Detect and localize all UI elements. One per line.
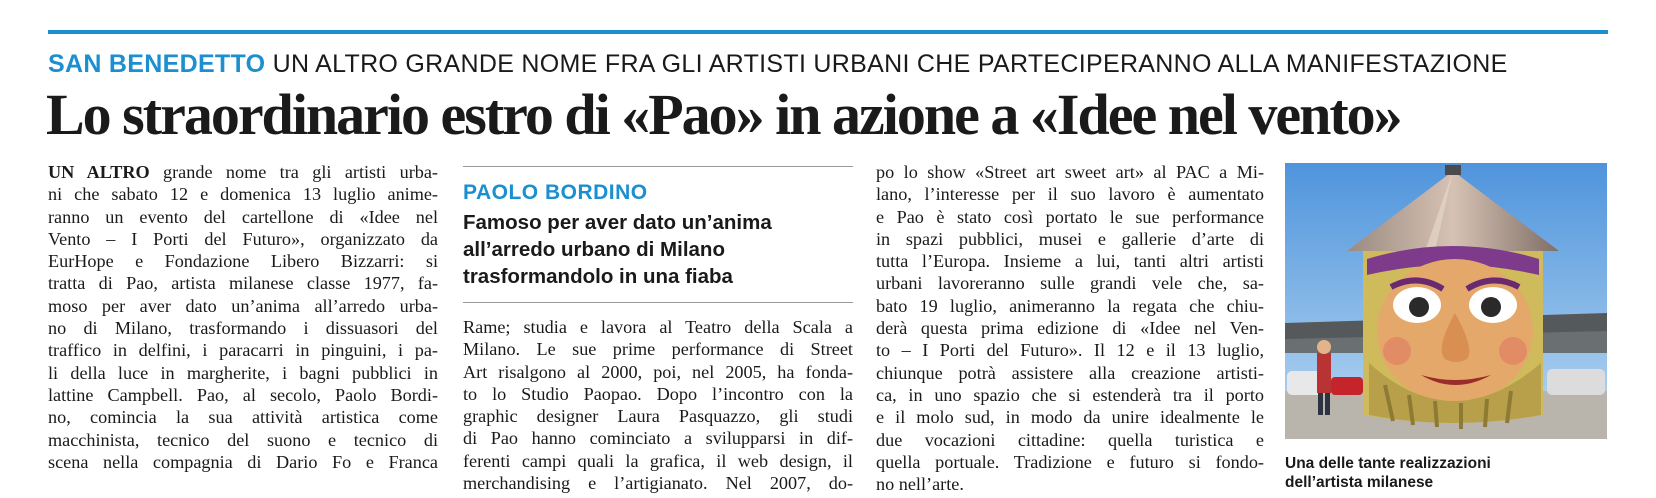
article-line: scena nella compagnia di Dario Fo e Franca [48, 451, 438, 472]
article-line: no di Milano, trasformando i dissuasori del [48, 318, 438, 339]
article-line: graphic designer Laura Pasquazzo, gli studi [463, 406, 853, 427]
article-line: tratta di Pao, artista milanese classe 1977, fa- [48, 273, 438, 294]
kicker [48, 50, 1508, 78]
article-line: ferenti campi quali la grafica, il web design, il [463, 450, 853, 471]
article-line: quella portuale. Tradizione e futuro si fondo- [876, 451, 1264, 472]
article-line: Art risalgono al 2000, poi, nel 2005, ha fonda- [463, 361, 853, 382]
article-line: traffico in delfini, i paracarri in pinguini, i pa- [48, 340, 438, 361]
article-line: no nell’arte. [876, 474, 964, 495]
caption-line: dell’artista milanese [1285, 474, 1434, 491]
sidebar-box [463, 166, 853, 303]
article-line-text: grande nome tra gli artisti urba- [149, 162, 438, 182]
article-line: ni che sabato 12 e domenica 13 luglio anime- [48, 184, 438, 205]
article-line: po lo show «Street art sweet art» al PAC a Mi- [876, 162, 1264, 182]
article-line: Rame; studia e lavora al Teatro della Scala a [463, 317, 853, 337]
article-column-2 [463, 316, 853, 494]
article-line: to – I Porti del Futuro». Il 12 e il 13 luglio, [876, 340, 1264, 361]
article-line: macchinista, tecnico del suono e tecnico di [48, 429, 438, 450]
subhead-line: all’arredo urbano di Milano [463, 238, 725, 261]
headline: Lo straordinario estro di «Pao» in azione a «Idee nel vento» [46, 82, 1401, 147]
sidebar-bottom-rule [463, 302, 853, 303]
article-line: chiunque potrà assistere alla creazione artisti- [876, 362, 1264, 383]
article-line: EurHope e Fondazione Libero Bizzarri: si [48, 251, 438, 272]
kicker-text: UN ALTRO GRANDE NOME FRA GLI ARTISTI URBANI CHE PARTECIPERANNO ALLA MANIFESTAZIONE [272, 50, 1508, 78]
article-line: in spazi pubblici, musei e gallerie d’arte di [876, 228, 1264, 249]
painted-silo-illustration [1285, 163, 1607, 439]
article-line: e Pao è stato così portato le sue performance [876, 206, 1264, 227]
article-line [48, 161, 438, 183]
article-line: urbani lavoreranno sulle grandi vele che, sa- [876, 273, 1264, 294]
caption-line: Una delle tante realizzazioni [1285, 455, 1491, 472]
subhead [463, 209, 853, 290]
article-line: e il molo sud, in modo da unire idealmente le [876, 407, 1264, 428]
article-line: lano, l’interesse per il suo lavoro è aumentato [876, 184, 1264, 205]
article-line: ranno un evento del cartellone di «Idee nel [48, 206, 438, 227]
sidebar-top-rule [463, 166, 853, 167]
article-line: lattine Campbell. Pao, al secolo, Paolo Bordi- [48, 384, 438, 405]
subhead-line: Famoso per aver dato un’anima [463, 211, 772, 234]
article-line: no, comincia la sua attività artistica come [48, 407, 438, 428]
article-line: Vento – I Porti del Futuro», organizzato da [48, 228, 438, 249]
article-line: di Pao hanno cominciato a svilupparsi in dif- [463, 428, 853, 449]
article-column-3 [876, 161, 1264, 495]
kicker-location: SAN BENEDETTO [48, 50, 266, 78]
article-line: tutta l’Europa. Insieme a lui, tanti altri artisti [876, 251, 1264, 272]
lead-in: UN ALTRO [48, 162, 150, 182]
article-line: moso per aver dato un’anima all’arredo urba- [48, 295, 438, 316]
article-line: merchandising e l’artigianato. Nel 2007, do- [463, 473, 853, 494]
subhead-line: trasformandolo in una fiaba [463, 265, 733, 288]
photo [1285, 163, 1607, 439]
article-line: li della luce in margherite, i bagni pubblici in [48, 362, 438, 383]
article-column-1 [48, 161, 438, 473]
byline: PAOLO BORDINO [463, 181, 648, 204]
article-line: ca, in uno spazio che si estenderà tra il porto [876, 384, 1264, 405]
article-line: bato 19 luglio, animeranno la regata che chiu- [876, 295, 1264, 316]
article-line: Milano. Le sue prime performance di Street [463, 339, 853, 360]
top-rule [48, 30, 1608, 34]
article-line: due vocazioni cittadine: quella turistica e [876, 429, 1264, 450]
photo-caption [1285, 454, 1607, 492]
article-line: derà questa prima edizione di «Idee nel Ven- [876, 318, 1264, 339]
article-line: to lo Studio Paopao. Dopo l’incontro con la [463, 383, 853, 404]
